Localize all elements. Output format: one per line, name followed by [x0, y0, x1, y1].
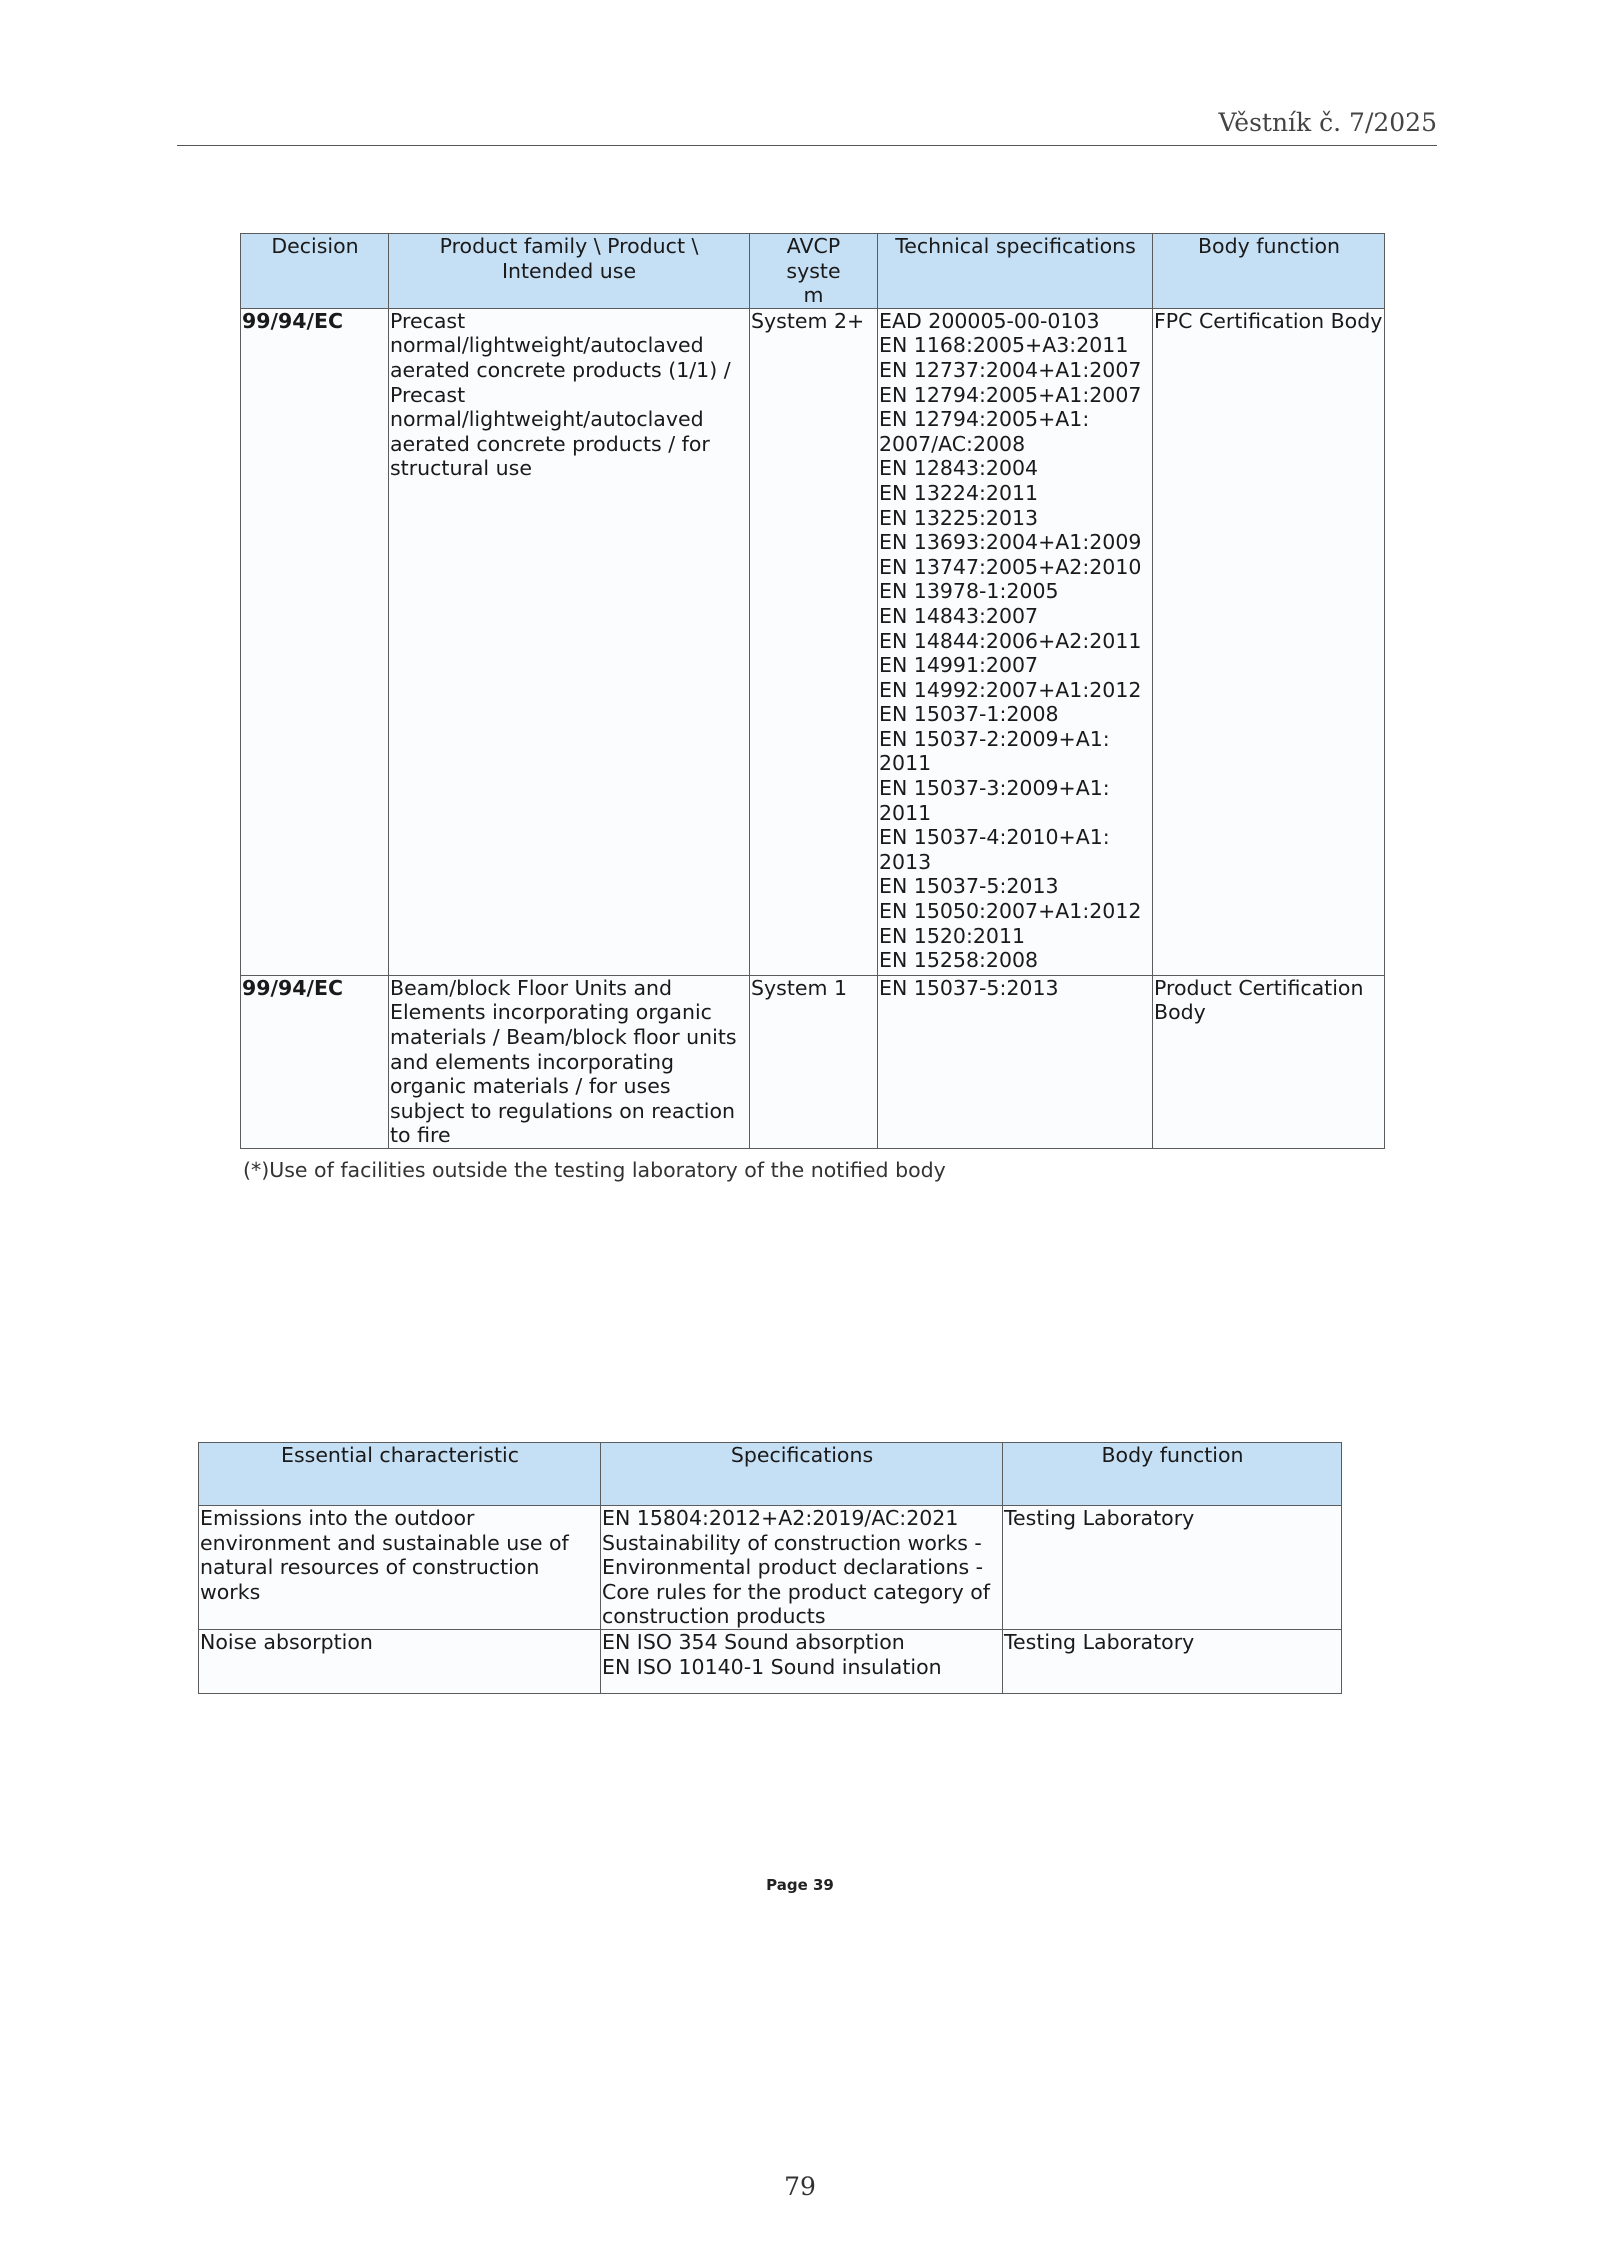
spec-line: EN ISO 10140-1 Sound insulation [602, 1654, 942, 1679]
spec-line: EN 13747:2005+A2:2010 [879, 554, 1142, 579]
header-decision: Decision [241, 234, 389, 309]
body-cell: Product Certification Body [1153, 975, 1385, 1148]
spec-line: EN 15258:2008 [879, 948, 1039, 973]
spec-line: EN 15037-2:2009+A1: 2011 [879, 726, 1110, 776]
decision-cell: 99/94/EC [241, 975, 389, 1148]
header-rule [177, 145, 1437, 146]
table-header-row [241, 234, 1385, 309]
specs-cell [878, 308, 1153, 975]
characteristic-cell: Noise absorption [199, 1630, 601, 1694]
spec-line: EN 13978-1:2005 [879, 579, 1059, 604]
spec-line: EAD 200005-00-0103 [879, 308, 1100, 333]
spec-line: EN 15804:2012+A2:2019/AC:2021 Sustainability of construction works - Environmental product declarations - Core rules for the product category of construction products [602, 1506, 990, 1629]
table-row [241, 975, 1385, 1148]
specifications-cell [601, 1630, 1003, 1694]
spec-line: EN 12737:2004+A1:2007 [879, 357, 1142, 382]
header-body: Body function [1153, 234, 1385, 309]
decision-cell: 99/94/EC [241, 308, 389, 975]
avcp-cell: System 1 [750, 975, 878, 1148]
characteristic-cell: Emissions into the outdoor environment and sustainable use of natural resources of construction works [199, 1506, 601, 1630]
spec-line: EN 15037-5:2013 [879, 975, 1059, 1000]
body-cell: FPC Certification Body [1153, 308, 1385, 975]
spec-line: EN 15050:2007+A1:2012 [879, 899, 1142, 924]
avcp-cell: System 2+ [750, 308, 878, 975]
header-avcp: AVCP system [750, 234, 878, 309]
product-cell: Precast normal/lightweight/autoclaved aerated concrete products (1/1) / Precast normal/lightweight/autoclaved aerated concrete products / for structural use [389, 308, 750, 975]
table-row [199, 1630, 1342, 1694]
spec-line: EN 15037-5:2013 [879, 874, 1059, 899]
spec-line: EN 14844:2006+A2:2011 [879, 628, 1142, 653]
spec-line: EN 15037-4:2010+A1: 2013 [879, 825, 1110, 874]
spec-line: EN 13224:2011 [879, 480, 1039, 505]
header-product: Product family \ Product \ Intended use [389, 234, 750, 309]
footnote: (*)Use of facilities outside the testing laboratory of the notified body [243, 1158, 946, 1182]
table-header-row [199, 1443, 1342, 1506]
header-specifications: Specifications [601, 1443, 1003, 1506]
header-specs: Technical specifications [878, 234, 1153, 309]
product-cell: Beam/block Floor Units and Elements incorporating organic materials / Beam/block floor units and elements incorporating organic materials / for uses subject to regulations on reaction to fire [389, 975, 750, 1148]
spec-line: EN 1520:2011 [879, 923, 1026, 948]
spec-line: EN 12794:2005+A1: 2007/AC:2008 [879, 407, 1090, 456]
table-row [199, 1506, 1342, 1630]
specifications-cell [601, 1506, 1003, 1630]
page-number: 79 [784, 2172, 816, 2201]
spec-line: EN ISO 354 Sound absorption [602, 1630, 905, 1654]
body-function-cell: Testing Laboratory [1003, 1630, 1342, 1694]
avcp-table [240, 233, 1385, 1149]
spec-line: EN 15037-1:2008 [879, 702, 1059, 727]
spec-line: EN 13225:2013 [879, 505, 1039, 530]
spec-line: EN 1168:2005+A3:2011 [879, 333, 1129, 358]
spec-line: EN 15037-3:2009+A1: 2011 [879, 776, 1110, 825]
characteristics-table [198, 1442, 1342, 1694]
running-head: Věstník č. 7/2025 [1218, 108, 1437, 137]
spec-line: EN 12843:2004 [879, 456, 1039, 481]
header-characteristic: Essential characteristic [199, 1443, 601, 1506]
specs-cell [878, 975, 1153, 1148]
spec-line: EN 14991:2007 [879, 653, 1039, 678]
spec-line: EN 14843:2007 [879, 603, 1039, 628]
spec-line: EN 14992:2007+A1:2012 [879, 677, 1142, 702]
spec-line: EN 13693:2004+A1:2009 [879, 530, 1142, 555]
header-body-function: Body function [1003, 1443, 1342, 1506]
body-function-cell: Testing Laboratory [1003, 1506, 1342, 1630]
table-row [241, 308, 1385, 975]
page-label: Page 39 [766, 1876, 834, 1894]
spec-line: EN 12794:2005+A1:2007 [879, 382, 1142, 407]
